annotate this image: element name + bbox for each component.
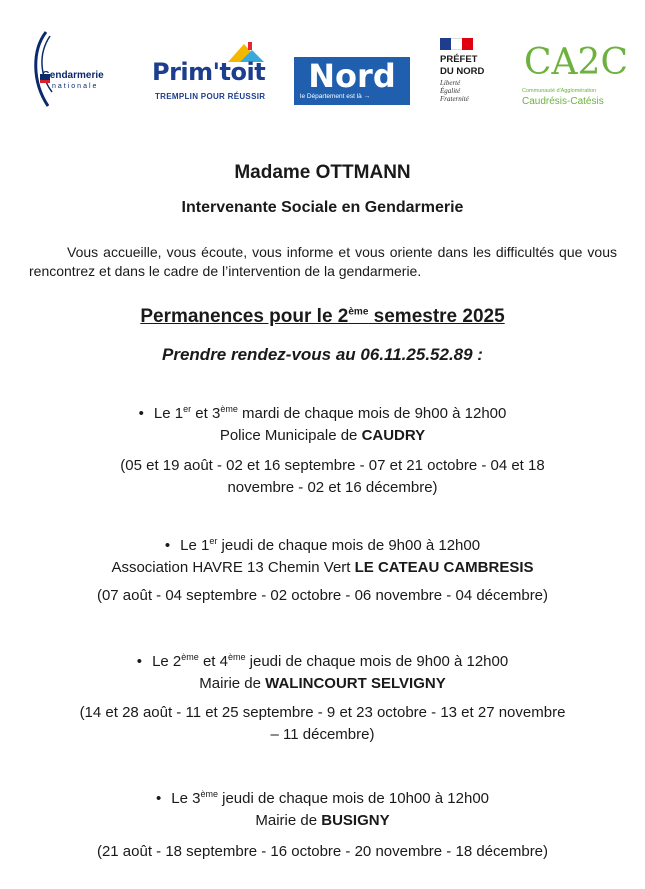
dates-line: (05 et 19 août - 02 et 16 septembre - 07 et 21 octobre - 04 et 18 [120, 457, 545, 474]
schedule-text: Le 2 [152, 653, 182, 670]
intro-paragraph [29, 243, 617, 281]
location-text: Mairie de [255, 812, 322, 829]
prefet-motto3: Fraternité [440, 95, 469, 103]
schedule-sup: er [209, 536, 218, 546]
prefet-line1: PRÉFET [440, 54, 478, 65]
primtoit-name: Prim'toit [152, 58, 266, 86]
schedule-text: jeudi de chaque mois de 9h00 à 12h00 [245, 653, 509, 670]
location-city: WALINCOURT SELVIGNY [265, 675, 446, 692]
schedule-text: Le 1 [180, 537, 210, 554]
gendarmerie-logo [28, 26, 138, 112]
schedule-text: Le 3 [171, 790, 201, 807]
permanences-title [0, 306, 645, 328]
ca2c-name: CA2C [524, 42, 628, 83]
dates-block [70, 455, 595, 499]
schedule-text: jeudi de chaque mois de 9h00 à 12h00 [217, 537, 481, 554]
person-name: Madame OTTMANN [234, 162, 411, 183]
nord-tagline: le Département est là → [300, 93, 371, 100]
primtoit-logo [152, 40, 282, 100]
schedule-line [0, 783, 645, 810]
schedule-line [0, 398, 645, 425]
permanences-title-end: semestre 2025 [368, 306, 505, 327]
schedule-text: et 3 [191, 405, 221, 422]
gendarmerie-emblem-icon [28, 26, 138, 112]
schedule-text: Le 1 [153, 405, 184, 422]
gendarmerie-name: Gendarmerie [42, 70, 104, 81]
schedule-line [0, 646, 645, 673]
location-text: Police Municipale de [219, 427, 362, 444]
dates-line: – 11 décembre) [270, 726, 375, 743]
schedule-text: mardi de chaque mois de 9h00 à 12h00 [237, 405, 507, 422]
location-line [0, 810, 645, 832]
bullet-icon: • [155, 790, 162, 807]
schedule-line [0, 530, 645, 557]
permanences-title-text: Permanences pour le 2 [140, 306, 349, 327]
prefet-motto2: Égalité [440, 87, 461, 95]
schedule-text: et 4 [198, 653, 228, 670]
location-line [0, 425, 645, 447]
schedule-entry [0, 530, 645, 579]
schedule-sup: ème [200, 789, 218, 799]
ca2c-logo [520, 40, 628, 110]
gendarmerie-subtitle: nationale [52, 83, 99, 90]
nord-logo [294, 57, 410, 105]
prefet-motto1: Liberté [440, 79, 461, 87]
intro-text: Vous accueille, vous écoute, vous informe et vous oriente dans les difficultés que vous rencontrez et dans le cadre de l’intervention de la gendarmerie. [29, 244, 617, 279]
location-city: LE CATEAU CAMBRESIS [354, 559, 534, 576]
nord-name: Nord [308, 57, 396, 95]
location-line [0, 673, 645, 695]
person-role: Intervenante Sociale en Gendarmerie [181, 199, 464, 216]
ca2c-small: Communauté d'Agglomération [522, 88, 597, 94]
bullet-icon: • [136, 653, 143, 670]
dates-line: (14 et 28 août - 11 et 25 septembre - 9 et 23 octobre - 13 et 27 novembre [79, 704, 566, 721]
location-line [0, 557, 645, 579]
schedule-text: jeudi de chaque mois de 10h00 à 12h00 [217, 790, 490, 807]
dates-line: (21 août - 18 septembre - 16 octobre - 20 novembre - 18 décembre) [96, 843, 549, 860]
logo-bar [0, 22, 645, 117]
permanences-title-sup: ème [348, 306, 369, 318]
schedule-entry [0, 398, 645, 447]
schedule-sup: ème [220, 404, 238, 414]
prefet-line2: DU NORD [440, 66, 485, 77]
prefet-logo [438, 36, 508, 116]
primtoit-tagline: TREMPLIN POUR RÉUSSIR [155, 92, 266, 101]
french-flag-icon [440, 38, 473, 50]
schedule-entry [0, 646, 645, 695]
appointment-phone: Prendre rendez-vous au 06.11.25.52.89 : [162, 345, 483, 364]
location-city: BUSIGNY [321, 812, 390, 829]
location-text: Mairie de [199, 675, 266, 692]
location-text: Association HAVRE 13 Chemin Vert [111, 559, 355, 576]
schedule-sup: ème [181, 652, 199, 662]
location-city: CAUDRY [361, 427, 426, 444]
schedule-sup: ème [227, 652, 246, 662]
schedule-sup: er [183, 404, 192, 414]
dates-line: novembre - 02 et 16 décembre) [227, 479, 438, 496]
dates-line: (07 août - 04 septembre - 02 octobre - 06 novembre - 04 décembre) [96, 587, 549, 604]
schedule-entry [0, 783, 645, 832]
dates-block [0, 585, 645, 607]
dates-block [0, 841, 645, 863]
bullet-icon: • [138, 405, 144, 422]
ca2c-place: Caudrésis-Catésis [522, 96, 604, 107]
bullet-icon: • [164, 537, 171, 554]
dates-block [20, 702, 625, 746]
